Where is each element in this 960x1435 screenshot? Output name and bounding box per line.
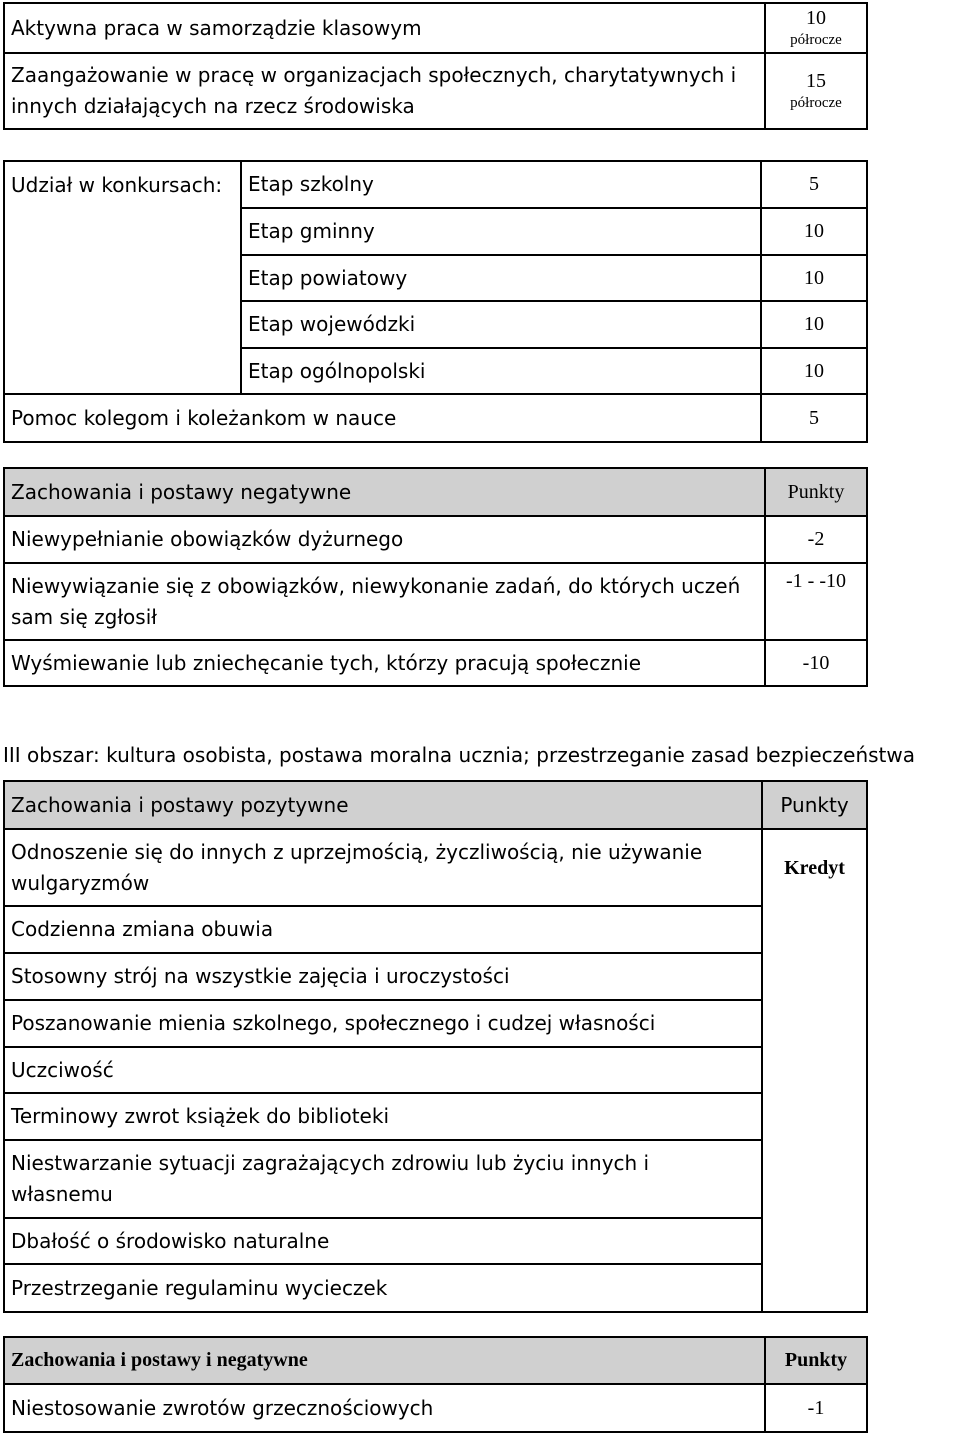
header-label: Zachowania i postawy i negatywne [4,1337,765,1384]
table-row [4,1000,867,1047]
row-label: Stosowny strój na wszystkie zajęcia i uroczystości [4,953,762,1000]
positive-behaviour-table [3,780,868,1313]
table-row [4,3,867,53]
row-label: Codzienna zmiana obuwia [4,906,762,953]
stage-points: 5 [761,161,867,208]
table-row [4,953,867,1000]
table-row [4,563,867,640]
stage-points: 10 [761,255,867,301]
table-row [4,640,867,686]
points-cell [765,3,867,53]
table-row [4,1047,867,1093]
stage-points: 10 [761,348,867,394]
table-header [4,1337,867,1384]
table-row [4,208,867,255]
negative-behaviour-table [3,467,868,687]
row-label: Niewypełnianie obowiązków dyżurnego [4,516,765,563]
stage-label: Etap powiatowy [241,255,761,301]
row-label: Odnoszenie się do innych z uprzejmością, życzliwością, nie używanie wulgaryzmów [4,829,762,906]
row-label: Uczciwość [4,1047,762,1093]
row-label: Zaangażowanie w pracę w organizacjach społecznych, charytatywnych i innych działających na rzecz środowiska [4,53,765,129]
points-unit: półrocze [790,95,842,111]
header-label: Zachowania i postawy pozytywne [4,781,762,829]
table-row [4,1140,867,1218]
row-points: -1 - -10 [765,563,867,640]
row-label: Przestrzeganie regulaminu wycieczek [4,1264,762,1312]
stage-label: Etap ogólnopolski [241,348,761,394]
header-label: Zachowania i postawy negatywne [4,468,765,516]
table-row [4,1264,867,1312]
points-value: 15 [806,70,826,92]
table-header [4,468,867,516]
stage-label: Etap gminny [241,208,761,255]
table-row [4,1093,867,1140]
row-label: Aktywna praca w samorządzie klasowym [4,3,765,53]
section-title: III obszar: kultura osobista, postawa moralna ucznia; przestrzeganie zasad bezpieczeństwa [3,743,916,767]
row-label: Wyśmiewanie lub zniechęcanie tych, którzy pracują społecznie [4,640,765,686]
table-row [4,516,867,563]
row-label: Dbałość o środowisko naturalne [4,1218,762,1264]
row-points: -1 [765,1384,867,1432]
table-row [4,348,867,394]
stage-label: Etap szkolny [241,161,761,208]
help-points: 5 [761,394,867,442]
table-row [4,53,867,129]
row-label: Niewywiązanie się z obowiązków, niewykonanie zadań, do których uczeń sam się zgłosił [4,563,765,640]
row-label: Terminowy zwrot książek do biblioteki [4,1093,762,1140]
stage-points: 10 [761,208,867,255]
header-points: Punkty [765,468,867,516]
header-points: Punkty [762,781,867,829]
contest-table [3,160,868,443]
table-row [4,161,867,208]
row-points: -10 [765,640,867,686]
table-row [4,1384,867,1432]
table-row [4,1218,867,1264]
row-points: -2 [765,516,867,563]
row-label: Poszanowanie mienia szkolnego, społecznego i cudzej własności [4,1000,762,1047]
table-row [4,394,867,442]
points-cell [765,53,867,129]
activity-table [3,2,868,130]
table-row [4,906,867,953]
table-row [4,829,867,906]
stage-points: 10 [761,301,867,348]
row-label: Niestwarzanie sytuacji zagrażających zdrowiu lub życiu innych i własnemu [4,1140,762,1218]
row-label: Niestosowanie zwrotów grzecznościowych [4,1384,765,1432]
table-row [4,255,867,301]
points-value: 10 [806,7,826,29]
negative-behaviour-table-2 [3,1336,868,1433]
credit-cell: Kredyt [762,829,867,906]
contest-label: Udział w konkursach: [4,161,241,208]
header-points: Punkty [765,1337,867,1384]
stage-label: Etap wojewódzki [241,301,761,348]
points-unit: półrocze [790,32,842,48]
table-row [4,301,867,348]
table-header [4,781,867,829]
help-label: Pomoc kolegom i koleżankom w nauce [4,394,761,442]
